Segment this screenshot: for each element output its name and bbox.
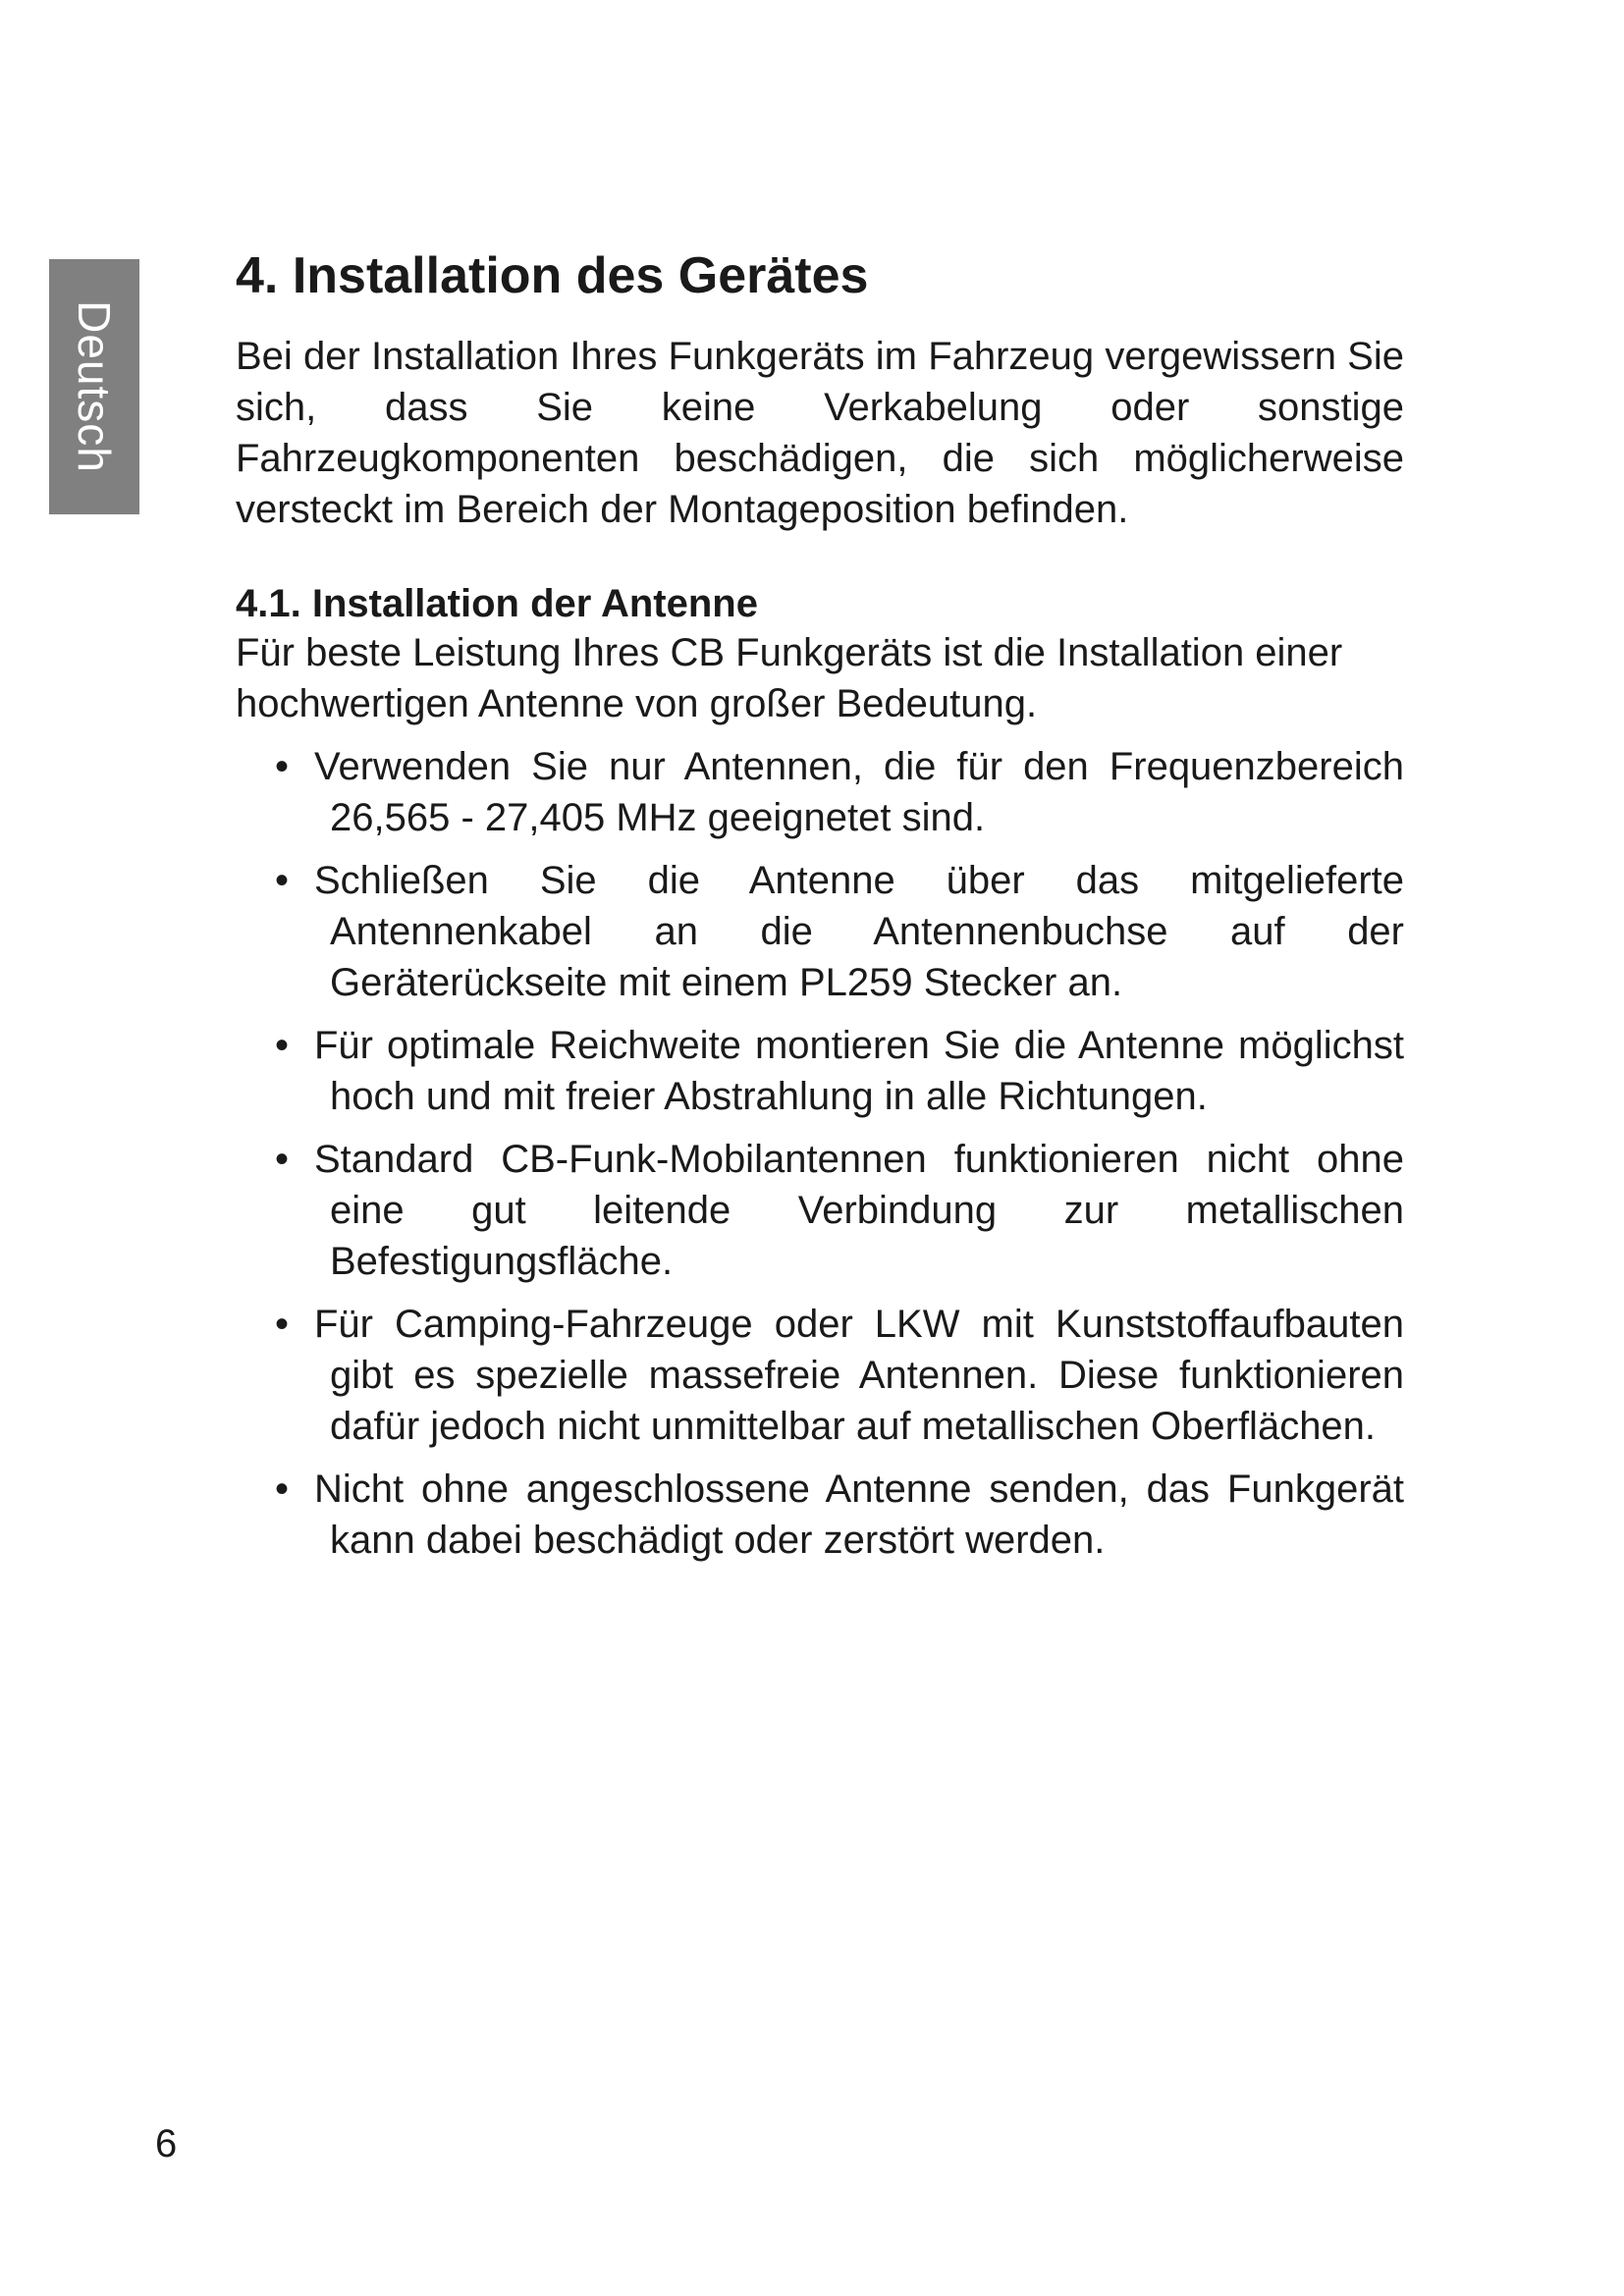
list-item (236, 1464, 1404, 1566)
list-item (236, 1299, 1404, 1452)
bullet-icon: • (275, 1024, 290, 1067)
list-item (236, 1134, 1404, 1287)
list-item (236, 855, 1404, 1008)
list-item-text: Schließen Sie die Antenne über das mitgelieferte Antennenkabel an die Antennenbuchse auf der Geräterückseite mit einem PL259 Stecker an. (314, 859, 1404, 1004)
list-item-text: Verwenden Sie nur Antennen, die für den Frequenzbereich 26,565 - 27,405 MHz geeignetet sind. (314, 745, 1404, 839)
list-item-text: Nicht ohne angeschlossene Antenne senden, das Funkgerät kann dabei beschädigt oder zerstört werden. (314, 1468, 1404, 1562)
bullet-icon: • (275, 745, 290, 788)
page-content (236, 240, 1404, 1577)
language-tab (49, 259, 139, 514)
section-title: 4.1. Installation der Antenne (236, 582, 758, 625)
page-number: 6 (155, 2122, 178, 2165)
list-item-text: Für Camping-Fahrzeuge oder LKW mit Kunststoffaufbauten gibt es spezielle massefreie Antennen. Diese funktionieren dafür jedoch nicht unmittelbar auf metallischen Oberflächen. (314, 1303, 1404, 1448)
bullet-icon: • (275, 859, 290, 902)
list-item (236, 1020, 1404, 1122)
list-item-text: Für optimale Reichweite montieren Sie die Antenne möglichst hoch und mit freier Abstrahlung in alle Richtungen. (314, 1024, 1404, 1118)
bullet-icon: • (275, 1138, 290, 1181)
antenna-instructions-list (236, 741, 1404, 1566)
bullet-icon: • (275, 1468, 290, 1511)
bullet-icon: • (275, 1303, 290, 1346)
list-item-text: Standard CB-Funk-Mobilantennen funktionieren nicht ohne eine gut leitende Verbindung zur metallischen Befestigungsfläche. (314, 1138, 1404, 1283)
section-intro: Für beste Leistung Ihres CB Funkgeräts ist die Installation einer hochwertigen Antenne von großer Bedeutung. (236, 631, 1343, 725)
language-tab-label: Deutsch (69, 300, 120, 473)
list-item (236, 741, 1404, 843)
intro-paragraph: Bei der Installation Ihres Funkgeräts im Fahrzeug vergewissern Sie sich, dass Sie keine Verkabelung oder sonstige Fahrzeugkomponenten beschädigen, die sich möglicherweise versteckt im Bereich der Montageposition befinden. (236, 335, 1404, 531)
page-title: 4. Installation des Gerätes (236, 247, 869, 304)
